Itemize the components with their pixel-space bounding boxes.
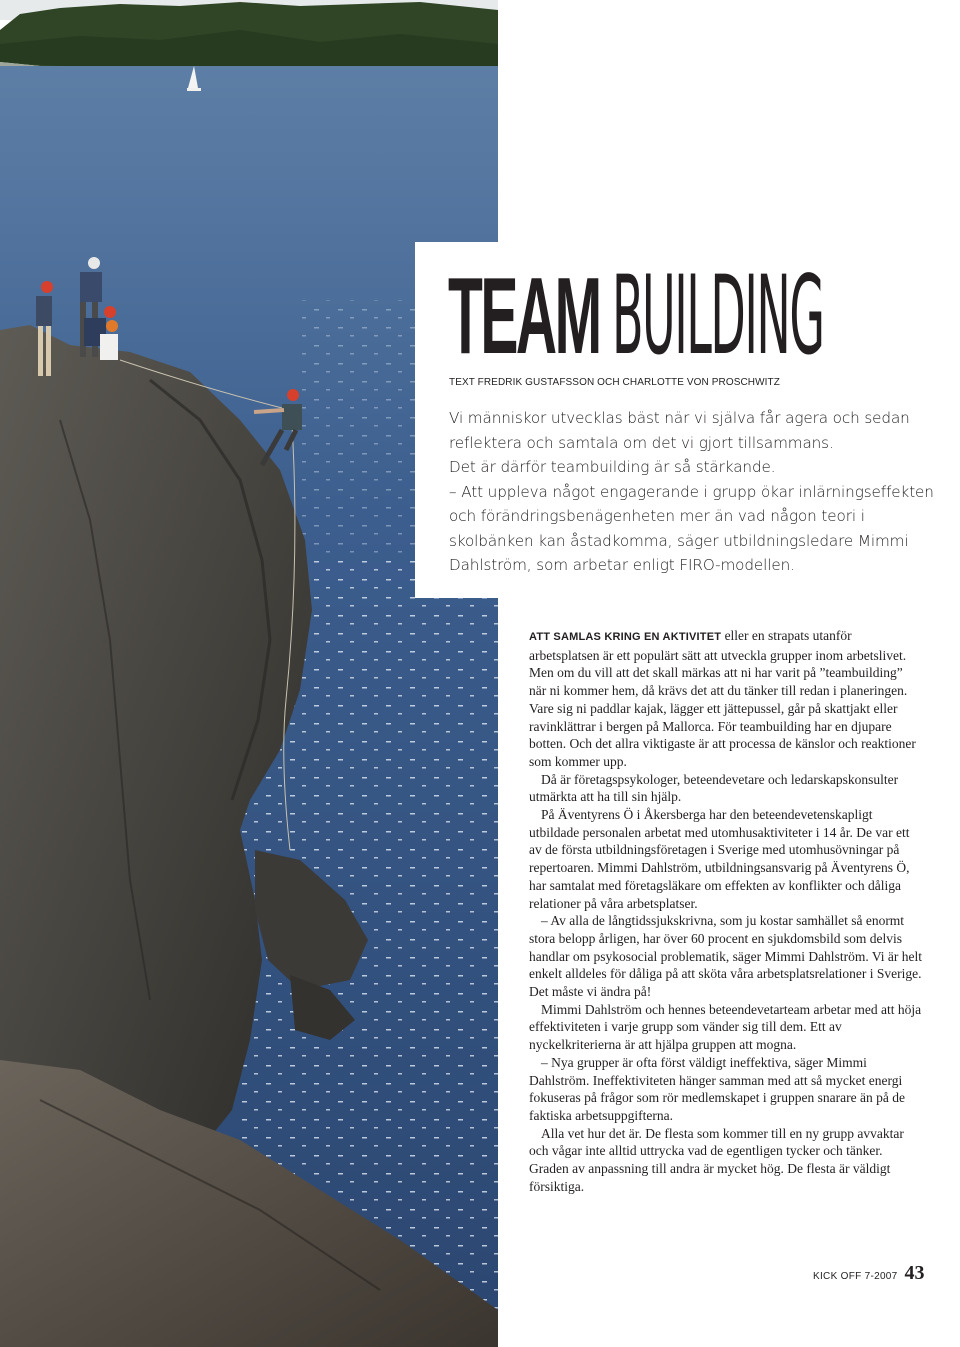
ingress xyxy=(449,406,960,578)
paragraph: Alla vet hur det är. De flesta som kommer till en ny grupp avvaktar och vågar inte alltid uttrycka vad de egentligen tycker och tänker. Graden av anpassning till andra är mycket hög. De flesta är väldigt försiktiga. xyxy=(529,1125,904,1194)
headline-light: BUILDING xyxy=(612,252,824,379)
ingress-line: Det är därför teambuilding är så stärkande. xyxy=(449,458,776,476)
folio xyxy=(813,1262,925,1285)
paragraph-text: eller en strapats utanför arbetsplatsen är ett populärt sätt att utveckla grupper inom arbetslivet. Men om du vill att det skall märkas att ni har varit på ”teambuilding” när ni kommer hem, då krävs det att du tänker till redan i planeringen. Vare sig ni paddlar kajak, lägger ett jättepussel, går på skattjakt eller ravinklättrar i bergen på Mallorca. För teambuilding har en djupare botten. Och det allra viktigaste är att processa de känslor och reaktioner som kommer upp. xyxy=(529,628,916,769)
headline-bold: TEAM xyxy=(448,256,600,377)
headline xyxy=(448,252,948,380)
ingress-line: Dahlström, som arbetar enligt FIRO-modellen. xyxy=(449,556,795,574)
paragraph: På Äventyrens Ö i Åkersberga har den beteendevetenskapligt utbildade personalen arbetat med utomhusaktiviteter i 14 år. De var ett av de första utbildningsföretagen i Sverige med utomhusövningar på repertoaren. Mimmi Dahlström, utbildningsansvarig på Äventyrens Ö, har samtalat med företagsläkare om effekten av konflikter och dåliga relationer på våra arbetsplatser. xyxy=(529,807,910,911)
paragraph: – Nya grupper är ofta först väldigt ineffektiva, säger Mimmi Dahlström. Ineffektiviteten hänger samman med att så mycket energi fokuseras på frågor som rör medlemskapet i gruppen snarare än på de faktiska arbetsuppgifterna. xyxy=(529,1054,905,1123)
ingress-line: Vi människor utvecklas bäst när vi själva får agera och sedan xyxy=(449,409,910,427)
paragraph: – Av alla de långtidssjukskrivna, som ju kostar samhället så enormt stora belopp årligen, har över 60 procent en sjukdomsbild som delvis handlar om psykosocial problematik, säger Mimmi Dahlström. Vi är helt enkelt alldeles för dåliga på att sköta våra arbetsplatsrelationer i Sverige. Det måste vi ändra på! xyxy=(529,913,922,1000)
article-body xyxy=(529,627,923,1196)
byline: TEXT FREDRIK GUSTAFSSON OCH CHARLOTTE VON PROSCHWITZ xyxy=(449,377,780,388)
paragraph: Då är företagspsykologer, beteendevetare och ledarskapskonsulter utmärkta att ha till sin hjälp. xyxy=(529,771,899,805)
ingress-line: och förändringsbenägenheten mer än vad någon teori i xyxy=(449,507,865,525)
magazine-issue: KICK OFF 7-2007 xyxy=(813,1271,898,1282)
ingress-line: reflektera och samtala om det vi gjort tillsammans. xyxy=(449,433,834,452)
ingress-line: skolbänken kan åstadkomma, säger utbildningsledare Mimmi xyxy=(449,531,909,550)
paragraph xyxy=(529,627,923,771)
page-number: 43 xyxy=(904,1262,925,1284)
ingress-line: – Att uppleva något engagerande i grupp ökar inlärningseffekten xyxy=(449,482,934,501)
paragraph: Mimmi Dahlström och hennes beteendevetarteam arbetar med att höja effektiviteten i varje grupp som vänder sig till dem. Ett av nyckelkriterierna är att hjälpa gruppen att mogna. xyxy=(529,1001,922,1053)
lead-in: ATT SAMLAS KRING EN AKTIVITET xyxy=(529,631,722,643)
